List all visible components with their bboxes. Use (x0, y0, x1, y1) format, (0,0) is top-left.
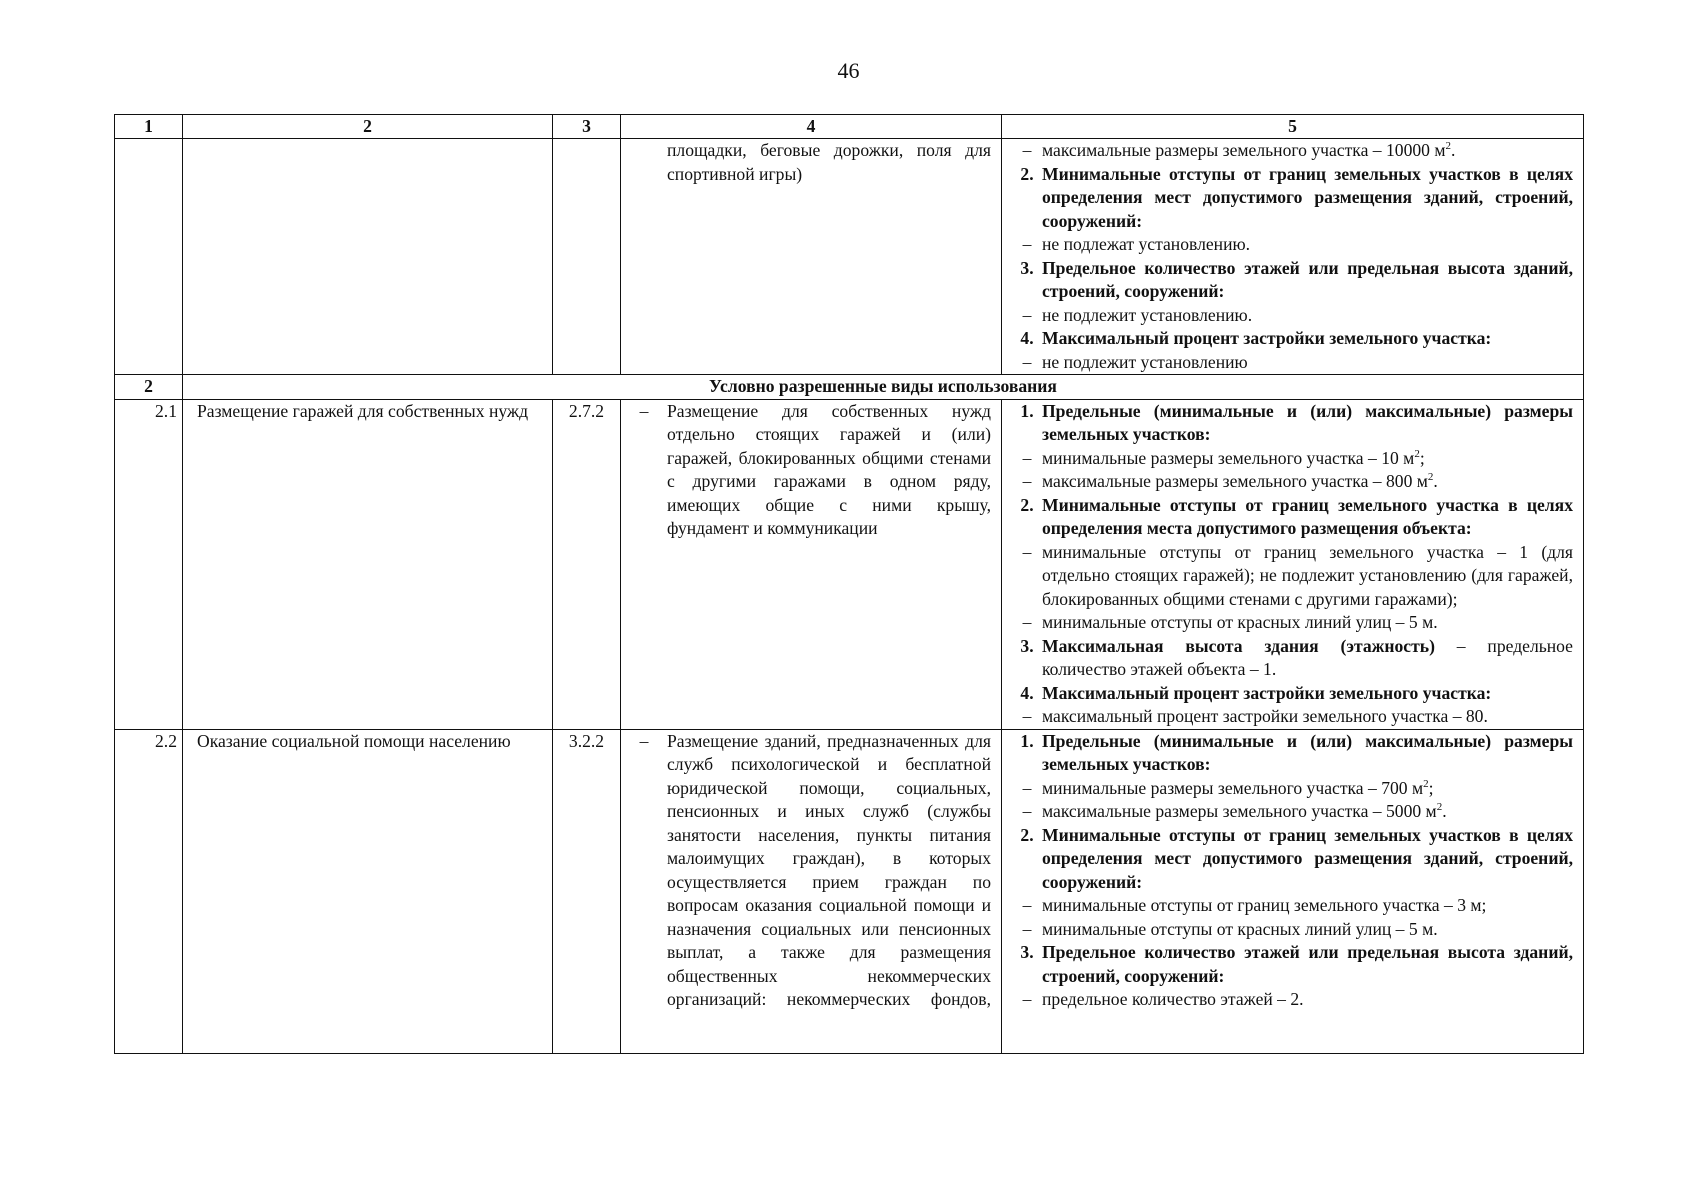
item-text: Минимальные отступы от границ земельных участков в целях определения мест допустимого размещения зданий, строений, сооружений: (1042, 163, 1573, 231)
item-text: Минимальные отступы от границ земельного участка в целях определения места допустимого размещения объекта: (1042, 494, 1573, 538)
dash-marker: – (639, 730, 649, 751)
usage-description: Размещение для собственных нужд отдельно стоящих гаражей и (или) гаражей, блокированных общими стенами с другими гаражами в одном ряду, имеющих общие с ними крышу, фундамент и коммуникации (667, 400, 991, 538)
superscript: 2 (1423, 777, 1429, 790)
item-number: 1. (1020, 730, 1034, 751)
regulations-cell (1002, 729, 1584, 1053)
item-text: минимальные отступы от красных линий улиц – 5 м. (1042, 612, 1438, 632)
dash-item (1012, 894, 1573, 918)
table-row (115, 729, 1584, 1053)
dash-marker: – (1022, 541, 1032, 562)
dash-item (1012, 705, 1573, 729)
dash-marker: – (1022, 351, 1032, 372)
dash-marker: – (1022, 612, 1032, 632)
dash-marker: – (1022, 706, 1032, 726)
table-header-row (115, 115, 1584, 139)
item-text: Максимальная высота здания (этажность) – предельное количество этажей объекта – 1. (1042, 635, 1573, 679)
item-text: Предельные (минимальные и (или) максимальные) размеры земельных участков: (1042, 730, 1573, 774)
row-number: 2.2 (115, 729, 183, 1053)
item-number: 2. (1020, 494, 1034, 515)
item-text: максимальные размеры земельного участка – 10000 $м^2$. (1042, 140, 1456, 160)
dash-item (1012, 470, 1573, 494)
dash-item (1012, 777, 1573, 801)
item-text-rest: – предельное количество этажей объекта – 1. (1042, 635, 1573, 679)
dash-marker: – (1022, 989, 1032, 1009)
header-cell: 4 (621, 115, 1002, 139)
numbered-item (1012, 824, 1573, 895)
dash-marker: – (1022, 471, 1032, 491)
numbered-item (1012, 682, 1573, 706)
item-number: 3. (1020, 942, 1034, 962)
usage-code: 2.7.2 (553, 399, 621, 729)
item-number: 4. (1020, 682, 1034, 703)
dash-item (1012, 988, 1573, 1012)
row-number: 2.1 (115, 399, 183, 729)
dash-marker: – (1022, 801, 1032, 821)
dash-item (1012, 541, 1573, 612)
item-number: 1. (1020, 400, 1034, 421)
dash-marker: – (1022, 447, 1032, 468)
dash-marker: – (639, 400, 649, 421)
dash-item (1012, 233, 1573, 257)
dash-marker: – (1022, 140, 1032, 160)
item-text: Предельное количество этажей или предельная высота зданий, строений, сооружений: (1042, 942, 1573, 986)
superscript: 2 (1436, 801, 1443, 814)
item-text: минимальные отступы от красных линий улиц – 5 м. (1042, 918, 1438, 939)
header-cell: 2 (183, 115, 553, 139)
dash-item (1012, 800, 1573, 824)
item-text: не подлежит установлению (1042, 351, 1248, 372)
item-text: максимальные размеры земельного участка – 5000 $м^2$. (1042, 801, 1447, 821)
item-number: 3. (1020, 635, 1034, 656)
superscript: 2 (1414, 447, 1420, 460)
section-title: Условно разрешенные виды использования (183, 375, 1584, 400)
dash-marker: – (1022, 304, 1032, 325)
item-text: Максимальный процент застройки земельного участка: (1042, 682, 1492, 703)
numbered-item (1012, 400, 1573, 447)
section-number: 2 (115, 375, 183, 400)
numbered-item (1012, 494, 1573, 541)
item-text: Предельные (минимальные и (или) максимальные) размеры земельных участков: (1042, 400, 1573, 444)
usage-description: площадки, беговые дорожки, поля для спортивной игры) (667, 140, 991, 184)
header-cell: 3 (553, 115, 621, 139)
item-number: 2. (1020, 163, 1034, 184)
item-text: минимальные размеры земельного участка – 700 $м^2$; (1042, 777, 1434, 798)
item-text: максимальный процент застройки земельного участка – 80. (1042, 706, 1488, 726)
item-number: 4. (1020, 328, 1034, 348)
dash-marker: – (1022, 895, 1032, 915)
numbered-item (1012, 941, 1573, 988)
item-text: не подлежат установлению. (1042, 234, 1251, 254)
dash-marker: – (1022, 234, 1032, 254)
regulations-table (114, 114, 1584, 1054)
item-text: минимальные отступы от границ земельного участка – 3 м; (1042, 895, 1487, 915)
item-number: 3. (1020, 257, 1034, 278)
item-text: Предельное количество этажей или предельная высота зданий, строений, сооружений: (1042, 257, 1573, 301)
dash-marker: – (1022, 777, 1032, 798)
header-cell: 5 (1002, 115, 1584, 139)
usage-name: Оказание социальной помощи населению (183, 729, 553, 1053)
usage-code: 3.2.2 (553, 729, 621, 1053)
usage-description: Размещение зданий, предназначенных для служб психологической и бесплатной юридической помощи, социальных, пенсионных и иных служб (службы занятости населения, пункты питания малоимущих граждан), в которых осуществляется прием граждан по вопросам оказания социальной помощи и назначения социальных или пенсионных выплат, а также для размещения общественных некоммерческих организаций: некоммерческих фондов, (667, 730, 991, 1009)
dash-item (1012, 304, 1573, 328)
regulations-cell (1002, 139, 1584, 375)
numbered-item (1012, 635, 1573, 682)
item-text: Минимальные отступы от границ земельных участков в целях определения мест допустимого размещения зданий, строений, сооружений: (1042, 824, 1573, 892)
item-number: 2. (1020, 824, 1034, 845)
item-text: минимальные размеры земельного участка – 10 $м^2$; (1042, 447, 1425, 468)
item-text: не подлежит установлению. (1042, 304, 1253, 325)
dash-item (1012, 918, 1573, 942)
numbered-item (1012, 163, 1573, 234)
section-row (115, 375, 1584, 400)
dash-item (1012, 447, 1573, 471)
regulations-cell (1002, 399, 1584, 729)
item-text: Максимальный процент застройки земельного участка: (1042, 328, 1492, 348)
numbered-item (1012, 327, 1573, 351)
numbered-item (1012, 257, 1573, 304)
item-text: предельное количество этажей – 2. (1042, 989, 1304, 1009)
dash-item (1012, 351, 1573, 375)
item-text: минимальные отступы от границ земельного участка – 1 (для отдельно стоящих гаражей); не подлежит установлению (для гаражей, блокированных общими стенами с другими гаражами); (1042, 541, 1573, 609)
header-cell: 1 (115, 115, 183, 139)
dash-marker: – (1022, 918, 1032, 939)
dash-item (1012, 139, 1573, 163)
usage-name: Размещение гаражей для собственных нужд (183, 399, 553, 729)
page-number: 46 (837, 58, 860, 83)
superscript: 2 (1445, 140, 1451, 153)
item-text: максимальные размеры земельного участка – 800 $м^2$. (1042, 471, 1438, 491)
dash-item (1012, 611, 1573, 635)
table-row (115, 139, 1584, 375)
superscript: 2 (1427, 471, 1434, 484)
numbered-item (1012, 730, 1573, 777)
table-row (115, 399, 1584, 729)
